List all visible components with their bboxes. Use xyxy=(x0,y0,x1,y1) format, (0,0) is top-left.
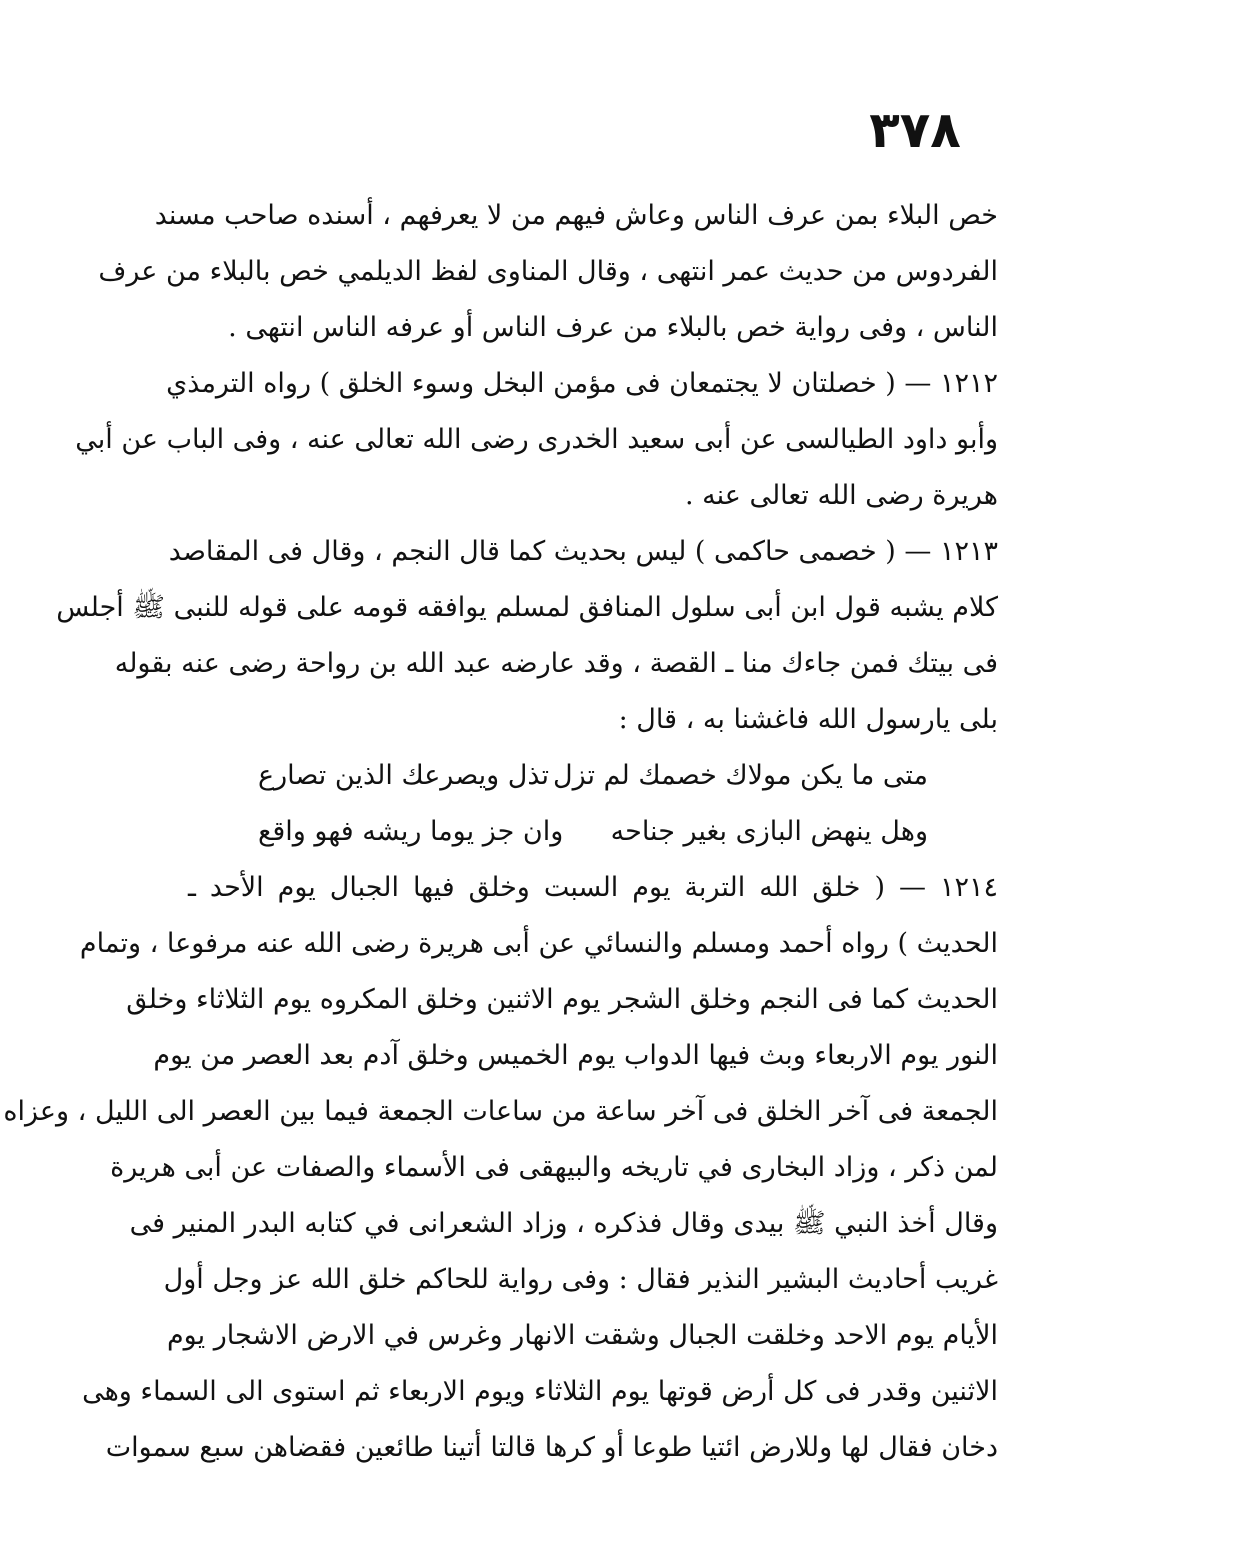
text-line: ١٢١٢ — ( خصلتان لا يجتمعان فى مؤمن البخل وسوء الخلق ) رواه الترمذي xyxy=(166,368,998,399)
text-line: كلام يشبه قول ابن أبى سلول المنافق لمسلم يوافقه قومه على قوله للنبى ﷺ أجلس xyxy=(56,592,998,623)
text-line: دخان فقال لها وللارض ائتيا طوعا أو كرها قالتا أتينا طائعين فقضاهن سبع سموات xyxy=(105,1432,998,1463)
text-line: الحديث ) رواه أحمد ومسلم والنسائي عن أبى هريرة رضى الله عنه مرفوعا ، وتمام xyxy=(79,928,998,959)
verse-second-hemistich: تذل ويصرعك الذين تصارع xyxy=(258,760,550,791)
verse-second-hemistich: وان جز يوما ريشه فهو واقع xyxy=(258,816,564,847)
text-line: الناس ، وفى رواية خص بالبلاء من عرف الناس أو عرفه الناس انتهى . xyxy=(228,312,998,343)
text-line: النور يوم الاربعاء وبث فيها الدواب يوم الخميس وخلق آدم بعد العصر من يوم xyxy=(153,1040,998,1071)
text-line: خص البلاء بمن عرف الناس وعاش فيهم من لا يعرفهم ، أسنده صاحب مسند xyxy=(154,200,998,231)
text-line: لمن ذكر ، وزاد البخارى في تاريخه والبيهقى فى الأسماء والصفات عن أبى هريرة xyxy=(110,1152,998,1183)
poetry-verses xyxy=(188,748,998,860)
text-line: وقال أخذ النبي ﷺ بيدى وقال فذكره ، وزاد الشعرانى في كتابه البدر المنير فى xyxy=(129,1208,998,1239)
page-number: ٣٧٨ xyxy=(869,101,961,159)
body-text xyxy=(3,188,998,1476)
verse-line xyxy=(188,748,998,804)
verse-first-hemistich: متى ما يكن مولاك خصمك لم تزل xyxy=(552,760,928,791)
text-line: غريب أحاديث البشير النذير فقال : وفى رواية للحاكم خلق الله عز وجل أول xyxy=(163,1264,998,1295)
text-line: الفردوس من حديث عمر انتهى ، وقال المناوى لفظ الديلمي خص بالبلاء من عرف xyxy=(98,256,998,287)
paragraph-group-2 xyxy=(3,860,998,1476)
paragraph-group-1 xyxy=(56,188,998,748)
text-line: هريرة رضى الله تعالى عنه . xyxy=(684,480,998,511)
text-line: الجمعة فى آخر الخلق فى آخر ساعة من ساعات الجمعة فيما بين العصر الى الليل ، وعزاه xyxy=(3,1096,998,1127)
text-line: ١٢١٤ — ( خلق الله التربة يوم السبت وخلق فيها الجبال يوم الأحد ـ xyxy=(188,872,998,903)
text-line: الحديث كما فى النجم وخلق الشجر يوم الاثنين وخلق المكروه يوم الثلاثاء وخلق xyxy=(126,984,998,1015)
verse-first-hemistich: وهل ينهض البازى بغير جناحه xyxy=(610,816,928,847)
text-line: بلى يارسول الله فاغشنا به ، قال : xyxy=(618,704,998,735)
text-line: وأبو داود الطيالسى عن أبى سعيد الخدرى رضى الله تعالى عنه ، وفى الباب عن أبي xyxy=(75,424,998,455)
text-line: الاثنين وقدر فى كل أرض قوتها يوم الثلاثاء ويوم الاربعاء ثم استوى الى السماء وهى xyxy=(82,1376,998,1407)
text-line: ١٢١٣ — ( خصمى حاكمى ) ليس بحديث كما قال النجم ، وقال فى المقاصد xyxy=(168,536,998,567)
text-line: الأيام يوم الاحد وخلقت الجبال وشقت الانهار وغرس في الارض الاشجار يوم xyxy=(166,1320,998,1351)
verse-line xyxy=(188,804,998,860)
text-line: فى بيتك فمن جاءك منا ـ القصة ، وقد عارضه عبد الله بن رواحة رضى عنه بقوله xyxy=(114,648,998,679)
